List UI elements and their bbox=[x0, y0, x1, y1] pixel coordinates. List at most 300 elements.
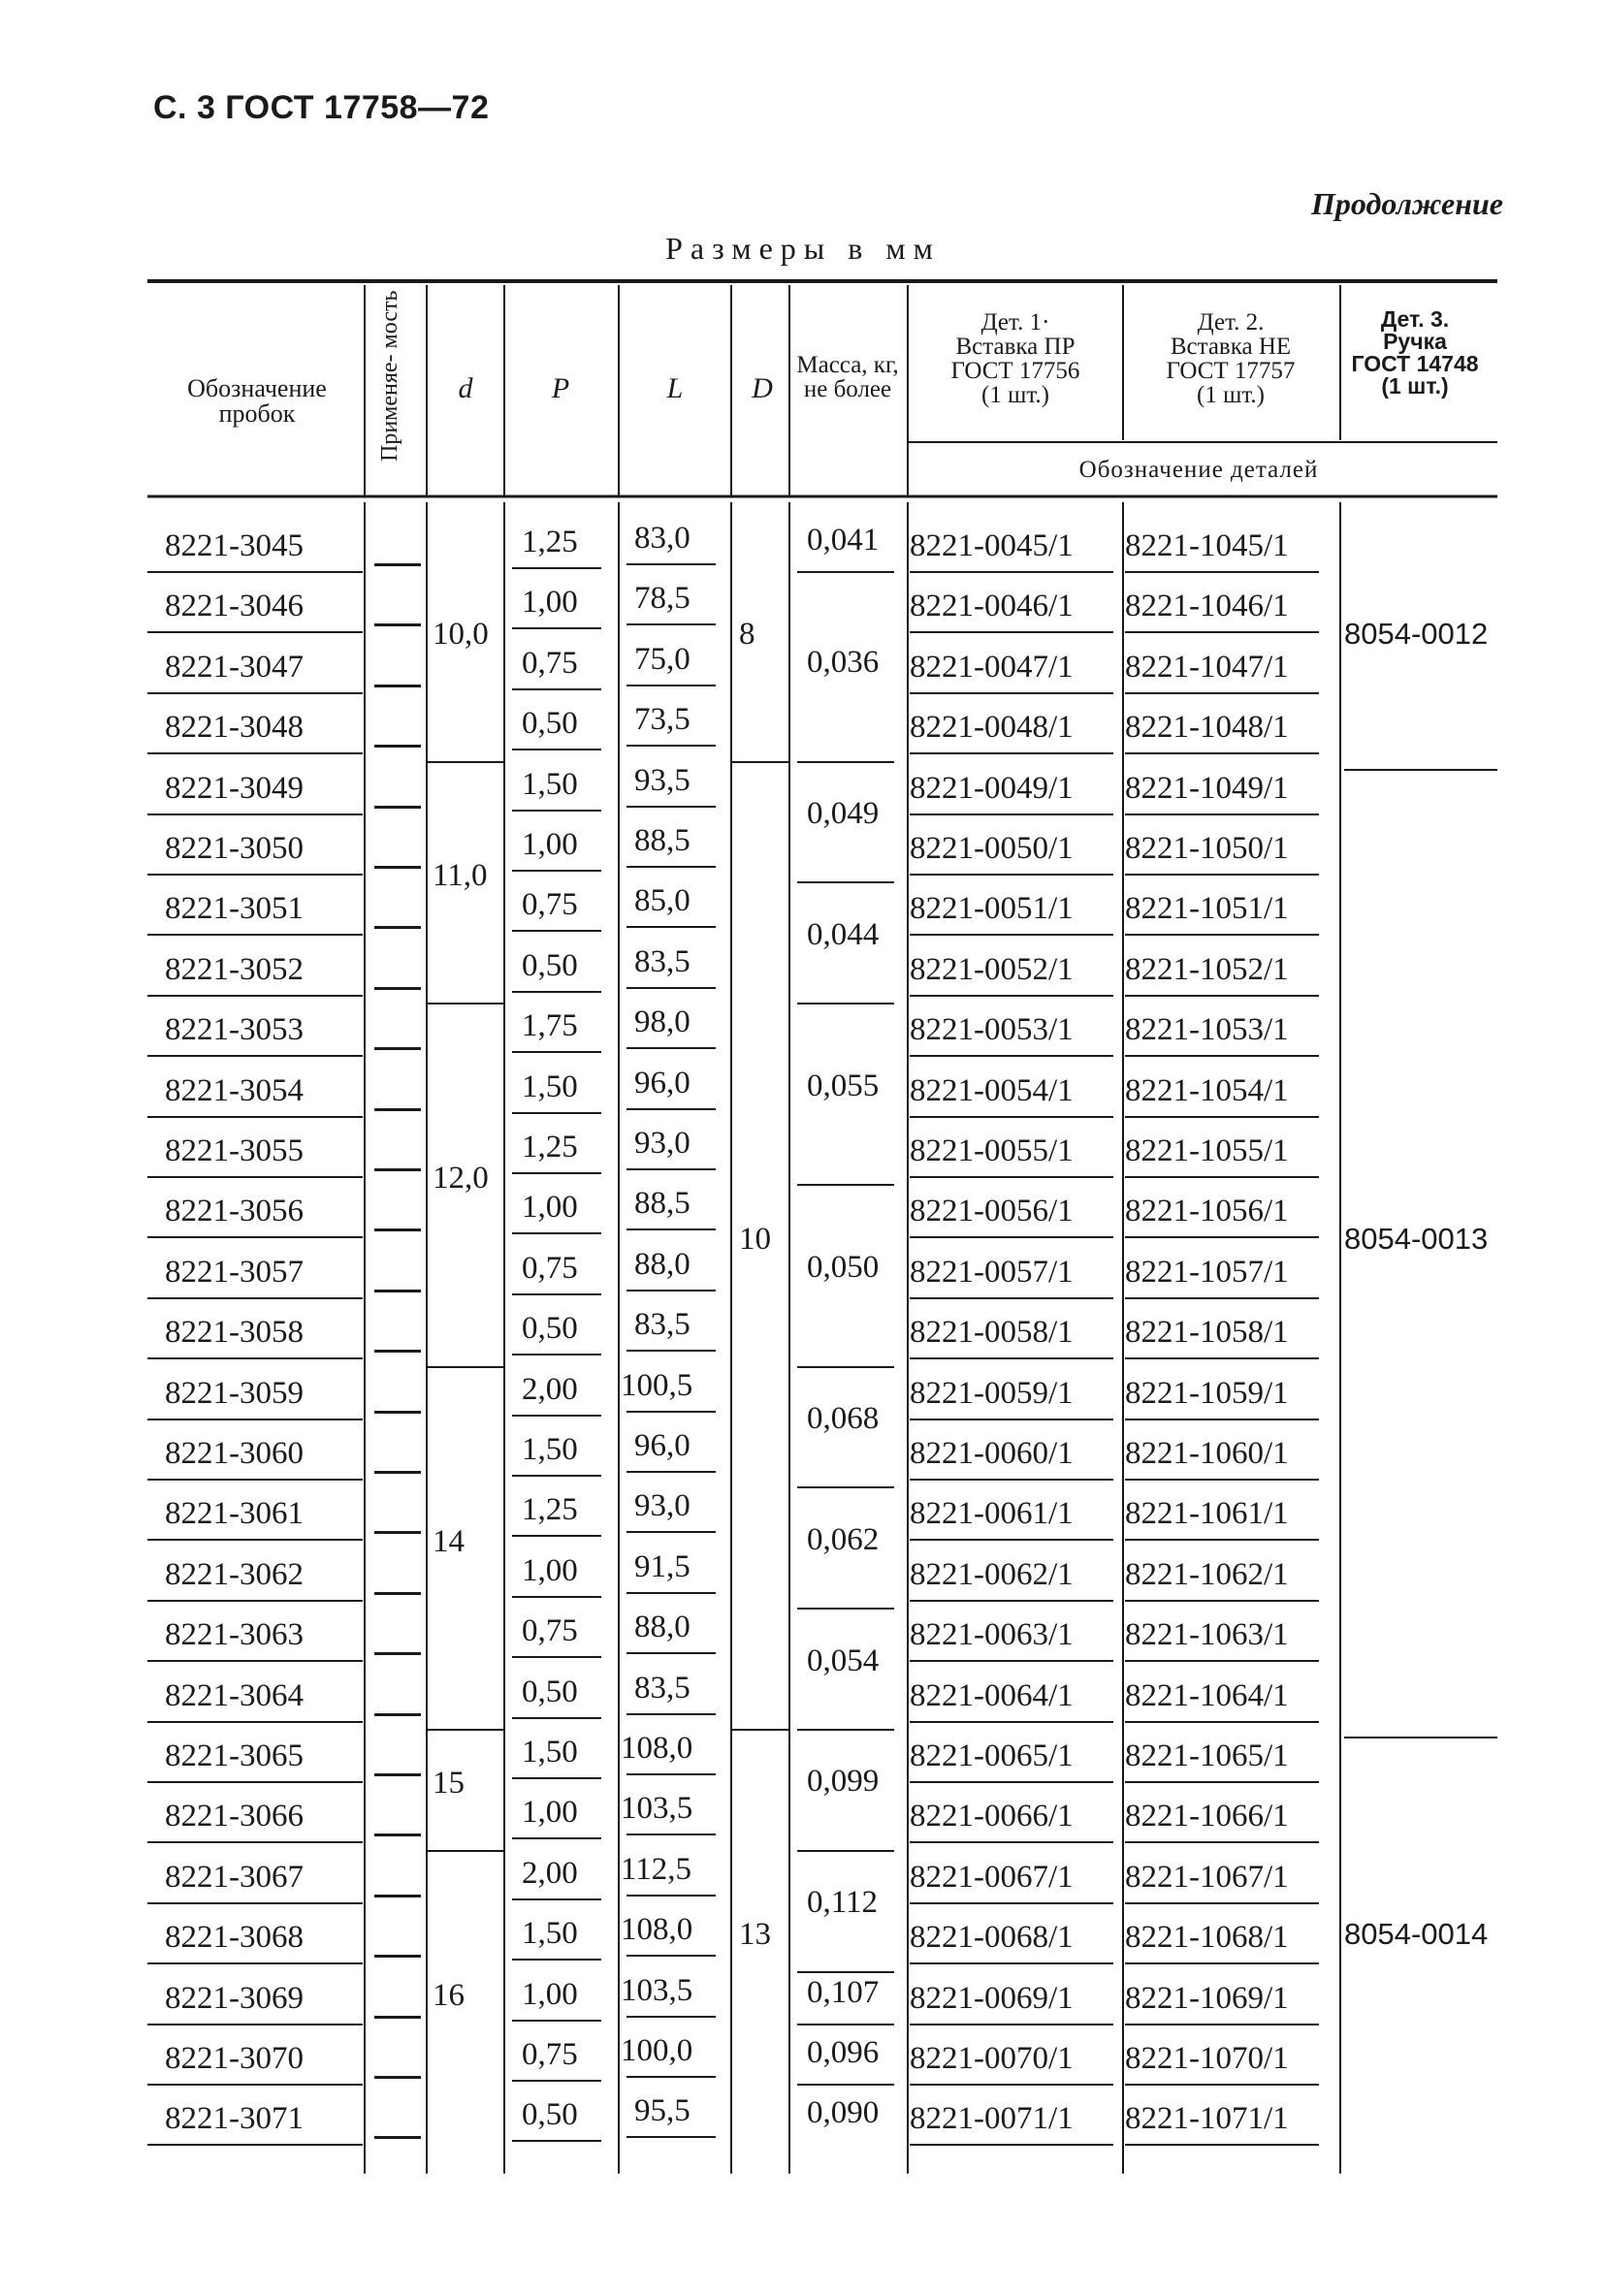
det2-underline bbox=[1125, 692, 1319, 694]
continuation-label: Продолжение bbox=[1311, 186, 1503, 221]
det1-cell: 8221-0051/1 bbox=[910, 891, 1074, 927]
mass-group-cell: 0,090 bbox=[807, 2095, 880, 2131]
header-det3-title: Дет. 3. bbox=[1380, 306, 1450, 332]
det1-underline bbox=[910, 1781, 1113, 1783]
det2-underline bbox=[1125, 1600, 1319, 1602]
det2-underline bbox=[1125, 1297, 1319, 1299]
pitch-underline bbox=[512, 1777, 601, 1779]
designation-underline bbox=[147, 874, 363, 876]
d-group-rule bbox=[427, 761, 504, 763]
pitch-underline bbox=[512, 749, 601, 750]
applicability-dash bbox=[374, 1834, 421, 1836]
applicability-dash bbox=[374, 1047, 421, 1050]
mass-group-rule bbox=[797, 1608, 894, 1610]
pitch-underline bbox=[512, 930, 601, 932]
det2-cell: 8221-1046/1 bbox=[1125, 589, 1289, 624]
designation-cell: 8221-3051 bbox=[165, 891, 304, 927]
applicability-dash bbox=[374, 1471, 421, 1474]
mass-group-cell: 0,062 bbox=[807, 1521, 880, 1557]
det2-underline bbox=[1125, 1176, 1319, 1178]
applicability-dash bbox=[374, 1955, 421, 1958]
header-det2-gost: ГОСТ 17757 bbox=[1166, 358, 1296, 384]
pitch-underline bbox=[512, 2080, 601, 2082]
d-group-cell: 16 bbox=[433, 1977, 465, 2013]
designation-cell: 8221-3065 bbox=[165, 1738, 304, 1773]
length-cell: 73,5 bbox=[634, 702, 691, 738]
mass-group-cell: 0,049 bbox=[807, 796, 880, 831]
D-group-cell: 10 bbox=[739, 1221, 771, 1257]
applicability-dash bbox=[374, 1592, 421, 1595]
pitch-underline bbox=[512, 1596, 601, 1598]
length-underline bbox=[626, 987, 716, 989]
mass-group-cell: 0,107 bbox=[807, 1974, 880, 2010]
applicability-dash bbox=[374, 745, 421, 748]
det2-underline bbox=[1125, 1419, 1319, 1420]
length-underline bbox=[626, 1652, 716, 1654]
det1-cell: 8221-0050/1 bbox=[910, 831, 1074, 866]
length-underline bbox=[626, 1290, 716, 1292]
mass-group-rule bbox=[797, 1366, 894, 1368]
applicability-dash bbox=[374, 1228, 421, 1231]
det2-underline bbox=[1125, 752, 1319, 754]
applicability-dash bbox=[374, 1773, 421, 1776]
designation-underline bbox=[147, 1841, 363, 1843]
det1-cell: 8221-0056/1 bbox=[910, 1194, 1074, 1229]
det1-cell: 8221-0059/1 bbox=[910, 1375, 1074, 1411]
det2-cell: 8221-1066/1 bbox=[1125, 1799, 1289, 1834]
pitch-cell: 2,00 bbox=[522, 1855, 578, 1891]
designation-cell: 8221-3071 bbox=[165, 2101, 304, 2137]
header-mass: Масса, кг, не более bbox=[796, 352, 899, 402]
length-cell: 83,5 bbox=[634, 943, 691, 979]
det1-cell: 8221-0069/1 bbox=[910, 1980, 1074, 2016]
applicability-dash bbox=[374, 926, 421, 929]
length-cell: 108,0 bbox=[621, 1912, 693, 1948]
det2-cell: 8221-1065/1 bbox=[1125, 1738, 1289, 1773]
length-underline bbox=[626, 2076, 716, 2078]
det2-cell: 8221-1055/1 bbox=[1125, 1133, 1289, 1168]
length-cell: 103,5 bbox=[621, 1791, 693, 1827]
designation-cell: 8221-3057 bbox=[165, 1254, 304, 1290]
applicability-dash bbox=[374, 2136, 421, 2139]
det2-underline bbox=[1125, 1236, 1319, 1238]
length-underline bbox=[626, 2136, 716, 2138]
det1-underline bbox=[910, 934, 1113, 936]
pitch-cell: 0,50 bbox=[522, 706, 578, 742]
length-cell: 88,5 bbox=[634, 823, 691, 858]
d-group-cell: 10,0 bbox=[433, 616, 489, 652]
det1-cell: 8221-0052/1 bbox=[910, 951, 1074, 987]
det2-underline bbox=[1125, 874, 1319, 876]
length-underline bbox=[626, 623, 716, 625]
designation-underline bbox=[147, 1236, 363, 1238]
det2-cell: 8221-1060/1 bbox=[1125, 1436, 1289, 1471]
det1-underline bbox=[910, 1055, 1113, 1057]
det1-cell: 8221-0046/1 bbox=[910, 589, 1074, 624]
pitch-cell: 1,50 bbox=[522, 766, 578, 802]
mass-group-rule bbox=[797, 2024, 894, 2025]
pitch-cell: 1,25 bbox=[522, 1130, 578, 1164]
pitch-cell: 0,75 bbox=[522, 2037, 578, 2072]
designation-underline bbox=[147, 1539, 363, 1541]
designation-cell: 8221-3053 bbox=[165, 1012, 304, 1048]
applicability-dash bbox=[374, 1168, 421, 1171]
pitch-underline bbox=[512, 1293, 601, 1295]
header-det1-name: Вставка ПР bbox=[955, 334, 1076, 360]
length-underline bbox=[626, 745, 716, 747]
designation-underline bbox=[147, 1962, 363, 1964]
d-group-cell: 14 bbox=[433, 1523, 465, 1559]
det2-cell: 8221-1070/1 bbox=[1125, 2041, 1289, 2076]
pitch-cell: 0,50 bbox=[522, 947, 578, 983]
length-cell: 103,5 bbox=[621, 1972, 693, 2008]
pitch-cell: 1,00 bbox=[522, 1795, 578, 1831]
det1-underline bbox=[910, 995, 1113, 997]
det2-cell: 8221-1064/1 bbox=[1125, 1677, 1289, 1713]
det3-group-rule bbox=[1344, 769, 1497, 771]
page-header: С. 3 ГОСТ 17758—72 bbox=[153, 89, 490, 126]
det2-cell: 8221-1068/1 bbox=[1125, 1920, 1289, 1956]
designation-cell: 8221-3046 bbox=[165, 589, 304, 624]
header-det1-title: Дет. 1· bbox=[980, 309, 1050, 335]
det1-underline bbox=[910, 2024, 1113, 2025]
applicability-dash bbox=[374, 1350, 421, 1353]
det1-cell: 8221-0061/1 bbox=[910, 1496, 1074, 1532]
d-group-cell: 15 bbox=[433, 1766, 465, 1802]
header-designation: Обозначение пробок bbox=[187, 374, 327, 428]
designation-underline bbox=[147, 692, 363, 694]
det1-underline bbox=[910, 1297, 1113, 1299]
det2-cell: 8221-1051/1 bbox=[1125, 891, 1289, 927]
header-det3-qty: (1 шт.) bbox=[1381, 373, 1449, 399]
pitch-underline bbox=[512, 1959, 601, 1961]
length-cell: 91,5 bbox=[634, 1548, 691, 1584]
length-cell: 85,0 bbox=[634, 883, 691, 919]
det2-underline bbox=[1125, 1539, 1319, 1541]
header-det3 bbox=[1340, 308, 1490, 398]
applicability-dash bbox=[374, 685, 421, 687]
designation-cell: 8221-3054 bbox=[165, 1072, 304, 1108]
det1-cell: 8221-0047/1 bbox=[910, 649, 1074, 685]
pitch-cell: 0,75 bbox=[522, 645, 578, 681]
D-group-cell: 8 bbox=[739, 616, 755, 652]
det1-cell: 8221-0067/1 bbox=[910, 1859, 1074, 1895]
det1-underline bbox=[910, 752, 1113, 754]
applicability-dash bbox=[374, 563, 421, 566]
length-underline bbox=[626, 1108, 716, 1110]
designation-underline bbox=[147, 934, 363, 936]
pitch-cell: 1,50 bbox=[522, 1735, 578, 1770]
det2-cell: 8221-1069/1 bbox=[1125, 1980, 1289, 2016]
mass-group-rule bbox=[797, 1003, 894, 1004]
mass-group-cell: 0,068 bbox=[807, 1401, 880, 1436]
det1-cell: 8221-0049/1 bbox=[910, 770, 1074, 806]
d-group-cell: 11,0 bbox=[433, 858, 488, 894]
header-det1-gost: ГОСТ 17756 bbox=[950, 358, 1080, 384]
header-det3-name: Ручка bbox=[1383, 329, 1447, 354]
pitch-underline bbox=[512, 1051, 601, 1053]
length-underline bbox=[626, 1047, 716, 1049]
mass-group-cell: 0,096 bbox=[807, 2035, 880, 2070]
length-cell: 88,0 bbox=[634, 1610, 691, 1645]
d-group-rule bbox=[427, 1366, 504, 1368]
D-group-rule bbox=[731, 1729, 789, 1731]
pitch-cell: 1,50 bbox=[522, 1432, 578, 1467]
length-underline bbox=[626, 1350, 716, 1352]
det2-cell: 8221-1057/1 bbox=[1125, 1254, 1289, 1290]
applicability-dash bbox=[374, 806, 421, 809]
det1-cell: 8221-0064/1 bbox=[910, 1677, 1074, 1713]
pitch-cell: 1,75 bbox=[522, 1008, 578, 1044]
det1-underline bbox=[910, 1236, 1113, 1238]
det2-underline bbox=[1125, 2084, 1319, 2086]
designation-cell: 8221-3045 bbox=[165, 528, 304, 563]
pitch-underline bbox=[512, 991, 601, 993]
length-cell: 100,5 bbox=[621, 1367, 693, 1403]
det2-underline bbox=[1125, 813, 1319, 815]
det1-cell: 8221-0053/1 bbox=[910, 1012, 1074, 1048]
mass-group-cell: 0,036 bbox=[807, 645, 880, 680]
det1-cell: 8221-0063/1 bbox=[910, 1617, 1074, 1653]
length-cell: 83,5 bbox=[634, 1307, 691, 1343]
header-det3-gost: ГОСТ 14748 bbox=[1351, 351, 1479, 376]
mass-group-cell: 0,099 bbox=[807, 1764, 880, 1800]
pitch-cell: 1,50 bbox=[522, 1916, 578, 1952]
designation-underline bbox=[147, 1297, 363, 1299]
applicability-dash bbox=[374, 1652, 421, 1655]
mass-group-cell: 0,044 bbox=[807, 916, 880, 952]
length-cell: 88,5 bbox=[634, 1186, 691, 1222]
pitch-cell: 0,75 bbox=[522, 887, 578, 923]
designation-underline bbox=[147, 631, 363, 633]
designation-underline bbox=[147, 2144, 363, 2146]
mass-group-rule bbox=[797, 571, 894, 573]
pitch-underline bbox=[512, 1475, 601, 1477]
designation-underline bbox=[147, 1479, 363, 1481]
length-underline bbox=[626, 1713, 716, 1715]
applicability-dash bbox=[374, 1895, 421, 1897]
det2-cell: 8221-1067/1 bbox=[1125, 1859, 1289, 1895]
designation-cell: 8221-3061 bbox=[165, 1496, 304, 1532]
designation-underline bbox=[147, 1600, 363, 1602]
det1-underline bbox=[910, 1539, 1113, 1541]
D-group-rule bbox=[731, 761, 789, 763]
det1-underline bbox=[910, 1116, 1113, 1118]
applicability-dash bbox=[374, 1713, 421, 1716]
header-det2-qty: (1 шт.) bbox=[1197, 382, 1265, 408]
det1-underline bbox=[910, 1841, 1113, 1843]
length-cell: 112,5 bbox=[621, 1851, 692, 1887]
det1-underline bbox=[910, 1962, 1113, 1964]
det1-underline bbox=[910, 2084, 1113, 2086]
det2-cell: 8221-1059/1 bbox=[1125, 1375, 1289, 1411]
pitch-underline bbox=[512, 1717, 601, 1719]
det2-cell: 8221-1047/1 bbox=[1125, 649, 1289, 685]
pitch-underline bbox=[512, 1415, 601, 1417]
mass-group-cell: 0,050 bbox=[807, 1250, 880, 1285]
length-underline bbox=[626, 1895, 716, 1897]
designation-underline bbox=[147, 813, 363, 815]
det2-underline bbox=[1125, 1055, 1319, 1057]
pitch-underline bbox=[512, 1535, 601, 1537]
pitch-cell: 1,25 bbox=[522, 525, 578, 559]
det2-underline bbox=[1125, 995, 1319, 997]
applicability-dash bbox=[374, 623, 421, 626]
mass-group-cell: 0,112 bbox=[807, 1885, 879, 1921]
designation-cell: 8221-3059 bbox=[165, 1375, 304, 1411]
mass-group-cell: 0,054 bbox=[807, 1642, 880, 1678]
pitch-underline bbox=[512, 1898, 601, 1900]
designation-cell: 8221-3055 bbox=[165, 1133, 304, 1168]
det1-underline bbox=[910, 1479, 1113, 1481]
designation-underline bbox=[147, 2084, 363, 2086]
mass-group-rule bbox=[797, 1486, 894, 1488]
units-caption: Размеры в мм bbox=[665, 231, 941, 266]
designation-cell: 8221-3052 bbox=[165, 951, 304, 987]
det2-cell: 8221-1054/1 bbox=[1125, 1072, 1289, 1108]
pitch-cell: 1,00 bbox=[522, 1552, 578, 1588]
pitch-cell: 0,75 bbox=[522, 1613, 578, 1649]
det1-cell: 8221-0057/1 bbox=[910, 1254, 1074, 1290]
pitch-underline bbox=[512, 1112, 601, 1114]
designation-cell: 8221-3062 bbox=[165, 1556, 304, 1592]
header-D: D bbox=[752, 372, 773, 404]
designation-underline bbox=[147, 1419, 363, 1420]
designation-cell: 8221-3067 bbox=[165, 1859, 304, 1895]
mass-group-cell: 0,055 bbox=[807, 1068, 880, 1103]
det3-group-rule bbox=[1344, 1737, 1497, 1738]
det2-underline bbox=[1125, 1841, 1319, 1843]
length-cell: 75,0 bbox=[634, 641, 691, 677]
d-group-cell: 12,0 bbox=[433, 1161, 489, 1196]
mass-group-rule bbox=[797, 1971, 894, 1973]
pitch-underline bbox=[512, 1354, 601, 1355]
pitch-cell: 1,00 bbox=[522, 1976, 578, 2012]
det2-cell: 8221-1071/1 bbox=[1125, 2101, 1289, 2137]
det1-cell: 8221-0060/1 bbox=[910, 1436, 1074, 1471]
pitch-cell: 2,00 bbox=[522, 1371, 578, 1407]
det1-cell: 8221-0055/1 bbox=[910, 1133, 1074, 1168]
mass-group-rule bbox=[797, 2084, 894, 2086]
header-P: P bbox=[551, 372, 570, 404]
length-underline bbox=[626, 1834, 716, 1835]
det3-group-cell: 8054-0012 bbox=[1344, 616, 1489, 651]
det2-underline bbox=[1125, 631, 1319, 633]
det2-underline bbox=[1125, 1721, 1319, 1723]
pitch-underline bbox=[512, 2140, 601, 2142]
det2-cell: 8221-1045/1 bbox=[1125, 528, 1289, 563]
designation-underline bbox=[147, 571, 363, 573]
length-underline bbox=[626, 866, 716, 868]
pitch-underline bbox=[512, 1656, 601, 1658]
pitch-underline bbox=[512, 2020, 601, 2022]
designation-underline bbox=[147, 2024, 363, 2025]
det2-underline bbox=[1125, 1902, 1319, 1904]
det1-cell: 8221-0048/1 bbox=[910, 710, 1074, 746]
pitch-cell: 0,50 bbox=[522, 1311, 578, 1347]
det2-underline bbox=[1125, 1357, 1319, 1359]
det1-cell: 8221-0065/1 bbox=[910, 1738, 1074, 1773]
det2-cell: 8221-1062/1 bbox=[1125, 1556, 1289, 1592]
mass-group-rule bbox=[797, 1184, 894, 1186]
det1-cell: 8221-0070/1 bbox=[910, 2041, 1074, 2076]
length-underline bbox=[626, 1955, 716, 1957]
det1-cell: 8221-0045/1 bbox=[910, 528, 1074, 563]
mass-group-rule bbox=[797, 1729, 894, 1731]
designation-cell: 8221-3049 bbox=[165, 770, 304, 806]
header-det1 bbox=[908, 310, 1123, 407]
applicability-dash bbox=[374, 2016, 421, 2019]
pitch-underline bbox=[512, 1837, 601, 1839]
mass-group-rule bbox=[797, 881, 894, 883]
pitch-cell: 0,50 bbox=[522, 1674, 578, 1709]
length-underline bbox=[626, 1531, 716, 1533]
det1-underline bbox=[910, 1721, 1113, 1723]
length-cell: 96,0 bbox=[634, 1065, 691, 1100]
det2-underline bbox=[1125, 571, 1319, 573]
mass-group-cell: 0,041 bbox=[807, 523, 880, 558]
det2-cell: 8221-1053/1 bbox=[1125, 1012, 1289, 1048]
length-underline bbox=[626, 1471, 716, 1473]
length-cell: 83,5 bbox=[634, 1670, 691, 1706]
det2-cell: 8221-1048/1 bbox=[1125, 710, 1289, 746]
mass-group-rule bbox=[797, 761, 894, 763]
det2-cell: 8221-1061/1 bbox=[1125, 1496, 1289, 1532]
det2-underline bbox=[1125, 934, 1319, 936]
length-underline bbox=[626, 1168, 716, 1170]
length-cell: 83,0 bbox=[634, 521, 691, 556]
det2-cell: 8221-1049/1 bbox=[1125, 770, 1289, 806]
length-underline bbox=[626, 1592, 716, 1594]
designation-cell: 8221-3050 bbox=[165, 831, 304, 866]
designation-cell: 8221-3047 bbox=[165, 649, 304, 685]
det1-underline bbox=[910, 1600, 1113, 1602]
det1-cell: 8221-0066/1 bbox=[910, 1799, 1074, 1834]
pitch-underline bbox=[512, 1172, 601, 1174]
pitch-cell: 1,25 bbox=[522, 1492, 578, 1528]
det2-cell: 8221-1056/1 bbox=[1125, 1194, 1289, 1229]
pitch-underline bbox=[512, 627, 601, 629]
det2-underline bbox=[1125, 1962, 1319, 1964]
mass-group-rule bbox=[797, 1850, 894, 1852]
det2-cell: 8221-1050/1 bbox=[1125, 831, 1289, 866]
det1-cell: 8221-0058/1 bbox=[910, 1315, 1074, 1351]
length-underline bbox=[626, 806, 716, 808]
designation-cell: 8221-3060 bbox=[165, 1436, 304, 1471]
length-cell: 95,5 bbox=[634, 2093, 691, 2129]
pitch-cell: 1,50 bbox=[522, 1068, 578, 1104]
det1-underline bbox=[910, 1419, 1113, 1420]
designation-cell: 8221-3070 bbox=[165, 2041, 304, 2076]
det2-underline bbox=[1125, 1660, 1319, 1662]
det1-underline bbox=[910, 1902, 1113, 1904]
D-group-cell: 13 bbox=[739, 1917, 771, 1953]
designation-cell: 8221-3064 bbox=[165, 1677, 304, 1713]
designation-underline bbox=[147, 995, 363, 997]
length-underline bbox=[626, 1228, 716, 1230]
header-parts-designation: Обозначение деталей bbox=[1078, 457, 1319, 483]
length-cell: 108,0 bbox=[621, 1731, 693, 1766]
designation-underline bbox=[147, 1055, 363, 1057]
designation-cell: 8221-3063 bbox=[165, 1617, 304, 1653]
pitch-cell: 1,00 bbox=[522, 827, 578, 862]
designation-underline bbox=[147, 1357, 363, 1359]
designation-underline bbox=[147, 1781, 363, 1783]
det2-cell: 8221-1052/1 bbox=[1125, 951, 1289, 987]
det1-underline bbox=[910, 1660, 1113, 1662]
length-underline bbox=[626, 563, 716, 565]
designation-underline bbox=[147, 752, 363, 754]
